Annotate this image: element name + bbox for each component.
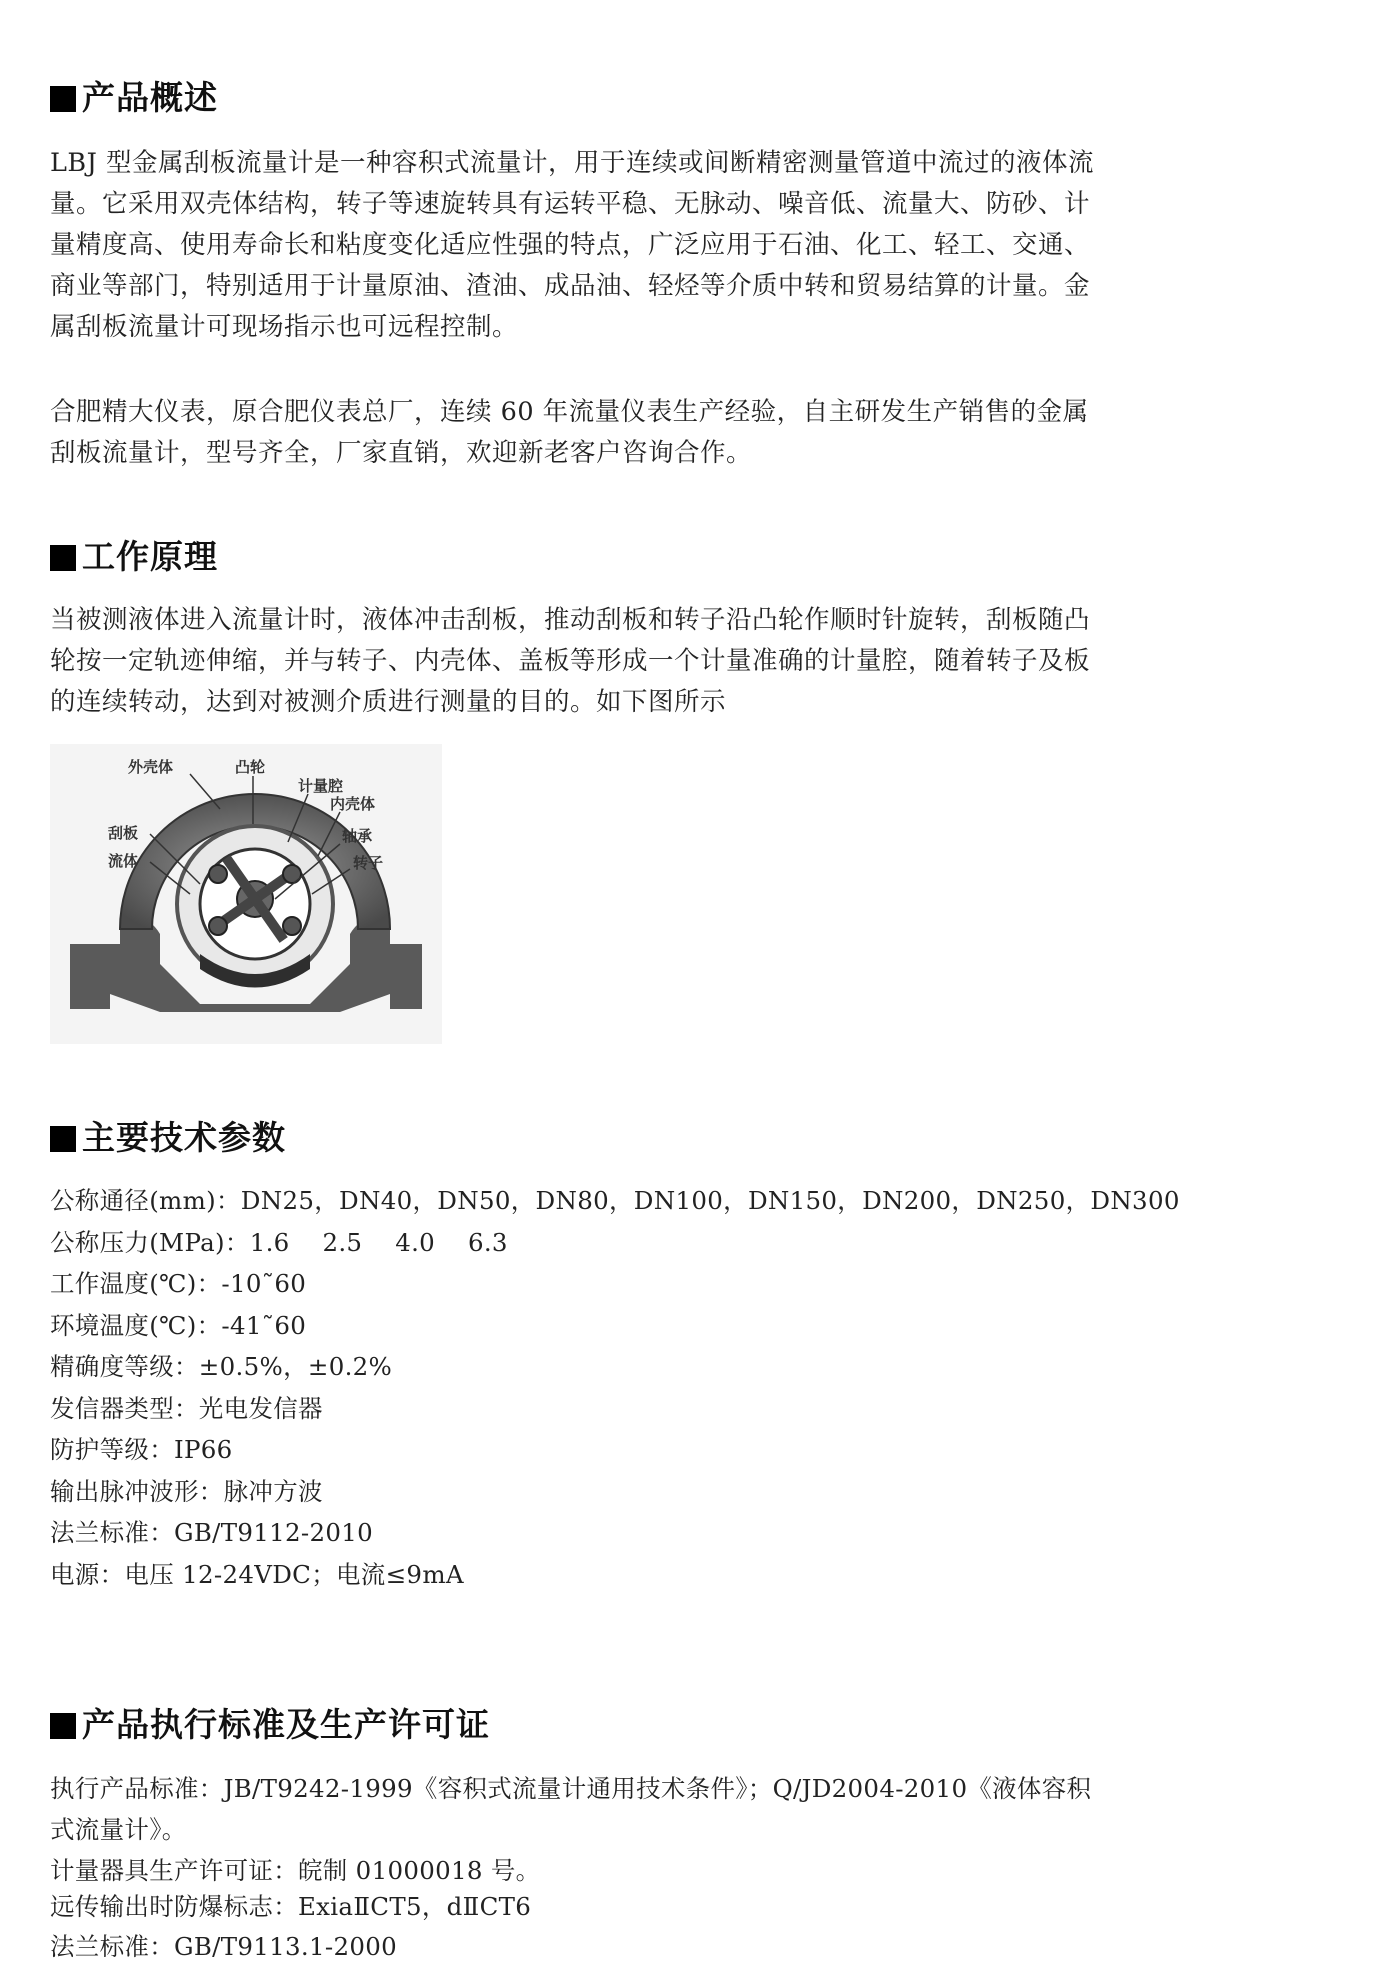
scraper-roller xyxy=(209,865,227,883)
text-line: 量。它采用双壳体结构，转子等速旋转具有运转平稳、无脉动、噪音低、流量大、防砂、计 xyxy=(50,189,1091,219)
square-bullet-icon xyxy=(50,86,76,112)
scraper-roller xyxy=(283,865,301,883)
scraper-roller xyxy=(209,917,227,935)
standards-heading: 产品执行标准及生产许可证 xyxy=(50,1705,490,1745)
label-fluid: 流体 xyxy=(108,852,139,870)
standard-item: 远传输出时防爆标志：ExiaⅡCT5，dⅡCT6 xyxy=(50,1892,532,1921)
square-bullet-icon xyxy=(50,1126,76,1152)
text-line: 合肥精大仪表，原合肥仪表总厂，连续 60 年流量仪表生产经验，自主研发生产销售的金属 xyxy=(50,397,1089,427)
square-bullet-icon xyxy=(50,1713,76,1739)
specs-heading: 主要技术参数 xyxy=(50,1118,286,1158)
label-bearing: 轴承 xyxy=(342,827,373,845)
spec-item: 环境温度(℃)：-41˜60 xyxy=(50,1310,307,1340)
text-line: LBJ 型金属刮板流量计是一种容积式流量计，用于连续或间断精密测量管道中流过的液体流 xyxy=(50,148,1095,178)
spec-item: 发信器类型：光电发信器 xyxy=(50,1393,323,1423)
standard-item: 式流量计》。 xyxy=(50,1815,187,1844)
spec-item: 公称压力(MPa)：1.6 2.5 4.0 6.3 xyxy=(50,1227,508,1257)
text-line: 商业等部门，特别适用于计量原油、渣油、成品油、轻烃等介质中转和贸易结算的计量。金 xyxy=(50,271,1091,301)
text-line: 量精度高、使用寿命长和粘度变化适应性强的特点，广泛应用于石油、化工、轻工、交通、 xyxy=(50,230,1091,260)
label-chamber: 计量腔 xyxy=(298,777,344,795)
text-line: 属刮板流量计可现场指示也可远程控制。 xyxy=(50,312,519,342)
principle-paragraph xyxy=(50,600,1170,723)
spec-item: 公称通径(mm)：DN25，DN40，DN50，DN80，DN100，DN150，DN200，DN250，DN300 xyxy=(50,1186,1180,1215)
scraper-roller xyxy=(283,917,301,935)
spec-item: 防护等级：IP66 xyxy=(50,1435,233,1464)
principle-heading: 工作原理 xyxy=(50,537,218,577)
text-line: 的连续转动，达到对被测介质进行测量的目的。如下图所示 xyxy=(50,687,727,717)
spec-item: 工作温度(℃)：-10˜60 xyxy=(50,1269,307,1298)
overview-paragraph-1 xyxy=(50,143,1170,348)
label-rotor: 转子 xyxy=(353,854,384,872)
square-bullet-icon xyxy=(50,545,76,571)
standard-item: 法兰标准：GB/T9113.1-2000 xyxy=(50,1932,398,1961)
overview-heading: 产品概述 xyxy=(50,78,218,118)
label-scraper: 刮板 xyxy=(108,824,139,842)
spec-item: 电源：电压 12-24VDC；电流≤9mA xyxy=(50,1559,464,1589)
standard-item: 执行产品标准：JB/T9242-1999《容积式流量计通用技术条件》；Q/JD2004-2010《液体容积 xyxy=(50,1774,1092,1803)
text-line: 当被测液体进入流量计时，液体冲击刮板，推动刮板和转子沿凸轮作顺时针旋转，刮板随凸 xyxy=(50,605,1091,635)
spec-item: 法兰标准：GB/T9112-2010 xyxy=(50,1518,374,1547)
text-line: 刮板流量计，型号齐全，厂家直销，欢迎新老客户咨询合作。 xyxy=(50,438,753,468)
label-inner-shell: 内壳体 xyxy=(330,795,376,813)
flowmeter-cross-section-diagram xyxy=(50,744,442,1044)
label-cam: 凸轮 xyxy=(235,758,266,776)
label-outer-shell: 外壳体 xyxy=(128,758,174,776)
text-line: 轮按一定轨迹伸缩，并与转子、内壳体、盖板等形成一个计量准确的计量腔，随着转子及板 xyxy=(50,646,1091,676)
standard-item: 计量器具生产许可证：皖制 01000018 号。 xyxy=(50,1856,541,1885)
overview-paragraph-2 xyxy=(50,392,1170,474)
spec-item: 输出脉冲波形：脉冲方波 xyxy=(50,1476,323,1506)
spec-item: 精确度等级：±0.5%，±0.2% xyxy=(50,1352,393,1381)
